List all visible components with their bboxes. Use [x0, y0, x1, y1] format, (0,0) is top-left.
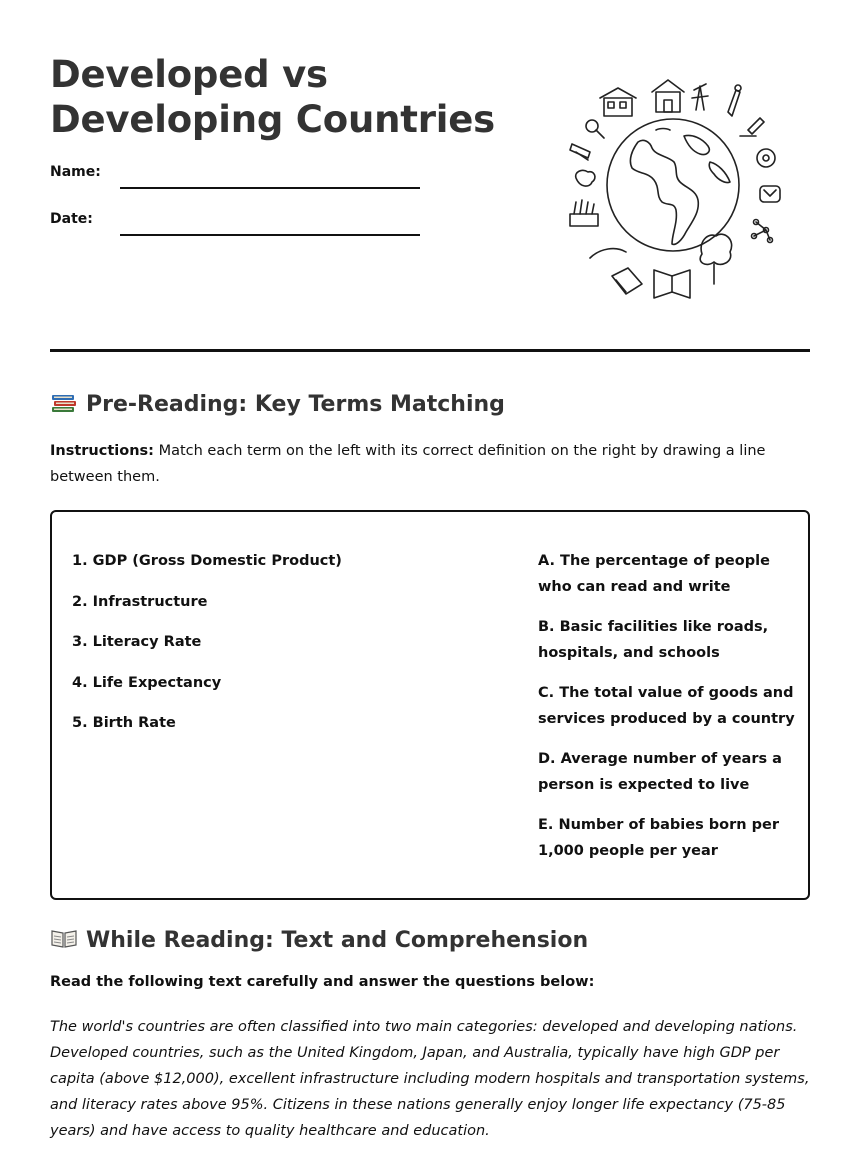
lighthouse-icon	[740, 118, 764, 136]
test-tubes-icon	[570, 144, 590, 160]
date-field[interactable]	[50, 211, 420, 235]
book-icon	[612, 268, 642, 294]
while-reading-heading	[50, 926, 588, 953]
arrow-icon	[590, 249, 626, 258]
monument-icon	[728, 85, 741, 116]
terms-list	[72, 548, 342, 751]
instructions-body: Match each term on the left with its correct definition on the right by drawing a line between them.	[50, 443, 766, 485]
prereading-heading-text: Pre-Reading: Key Terms Matching	[86, 392, 505, 417]
term-item[interactable]: 4. Life Expectancy	[72, 674, 222, 691]
definition-item[interactable]: B. Basic facilities like roads, hospitals, and schools	[538, 619, 769, 661]
term-item[interactable]: 2. Infrastructure	[72, 593, 208, 610]
map-icon	[760, 186, 780, 202]
books-icon	[50, 390, 78, 414]
open-book-icon	[50, 926, 78, 950]
food-icon	[576, 170, 595, 186]
instructions-label: Instructions:	[50, 443, 154, 459]
name-blank-line[interactable]	[120, 187, 420, 189]
open-book-icon	[654, 270, 690, 298]
reading-passage: The world's countries are often classified into two main categories: developed and developing nations. Developed countries, such as the United Kingdom, Japan, and Australia, typically have high GDP per capita (above $12,000), excellent infrastructure including modern hospitals and transportation systems, and literacy rates above 95%. Citizens in these nations generally enjoy longer life expectancy (75-85 years) and have access to quality healthcare and education.	[50, 1019, 810, 1139]
barn-icon	[652, 80, 684, 112]
while-reading-heading-text: While Reading: Text and Comprehension	[86, 928, 589, 953]
globe-icon	[607, 119, 739, 251]
header-divider	[50, 349, 810, 352]
definition-item[interactable]: E. Number of babies born per 1,000 people per year	[538, 817, 780, 859]
date-blank-line[interactable]	[120, 234, 420, 236]
house-icon	[600, 88, 636, 116]
definition-item[interactable]: A. The percentage of people who can read and write	[538, 553, 770, 595]
tree-icon	[700, 234, 731, 284]
page-title	[50, 52, 495, 142]
definition-item[interactable]: D. Average number of years a person is expected to live	[538, 751, 782, 793]
instructions-text	[50, 438, 810, 490]
prereading-heading	[50, 390, 505, 417]
date-label: Date:	[50, 211, 93, 227]
definition-item[interactable]: C. The total value of goods and services produced by a country	[538, 685, 795, 727]
gear-icon	[757, 149, 775, 167]
title-line-1: Developed vs	[50, 53, 328, 96]
name-label: Name:	[50, 164, 101, 180]
title-line-2: Developing Countries	[50, 98, 495, 141]
definitions-list	[538, 548, 800, 878]
term-item[interactable]: 5. Birth Rate	[72, 715, 176, 732]
magnifier-icon	[586, 120, 604, 138]
reading-instruction: Read the following text carefully and answer the questions below:	[50, 974, 595, 990]
term-item[interactable]: 3. Literacy Rate	[72, 634, 202, 651]
term-item[interactable]: 1. GDP (Gross Domestic Product)	[72, 553, 342, 569]
matching-box	[50, 510, 810, 900]
worksheet-header	[50, 0, 810, 352]
worksheet-page	[50, 0, 810, 1139]
tower-icon	[692, 84, 708, 110]
globe-illustration	[560, 72, 810, 307]
network-icon	[752, 220, 773, 243]
name-field[interactable]	[50, 164, 420, 188]
basket-icon	[570, 200, 598, 226]
